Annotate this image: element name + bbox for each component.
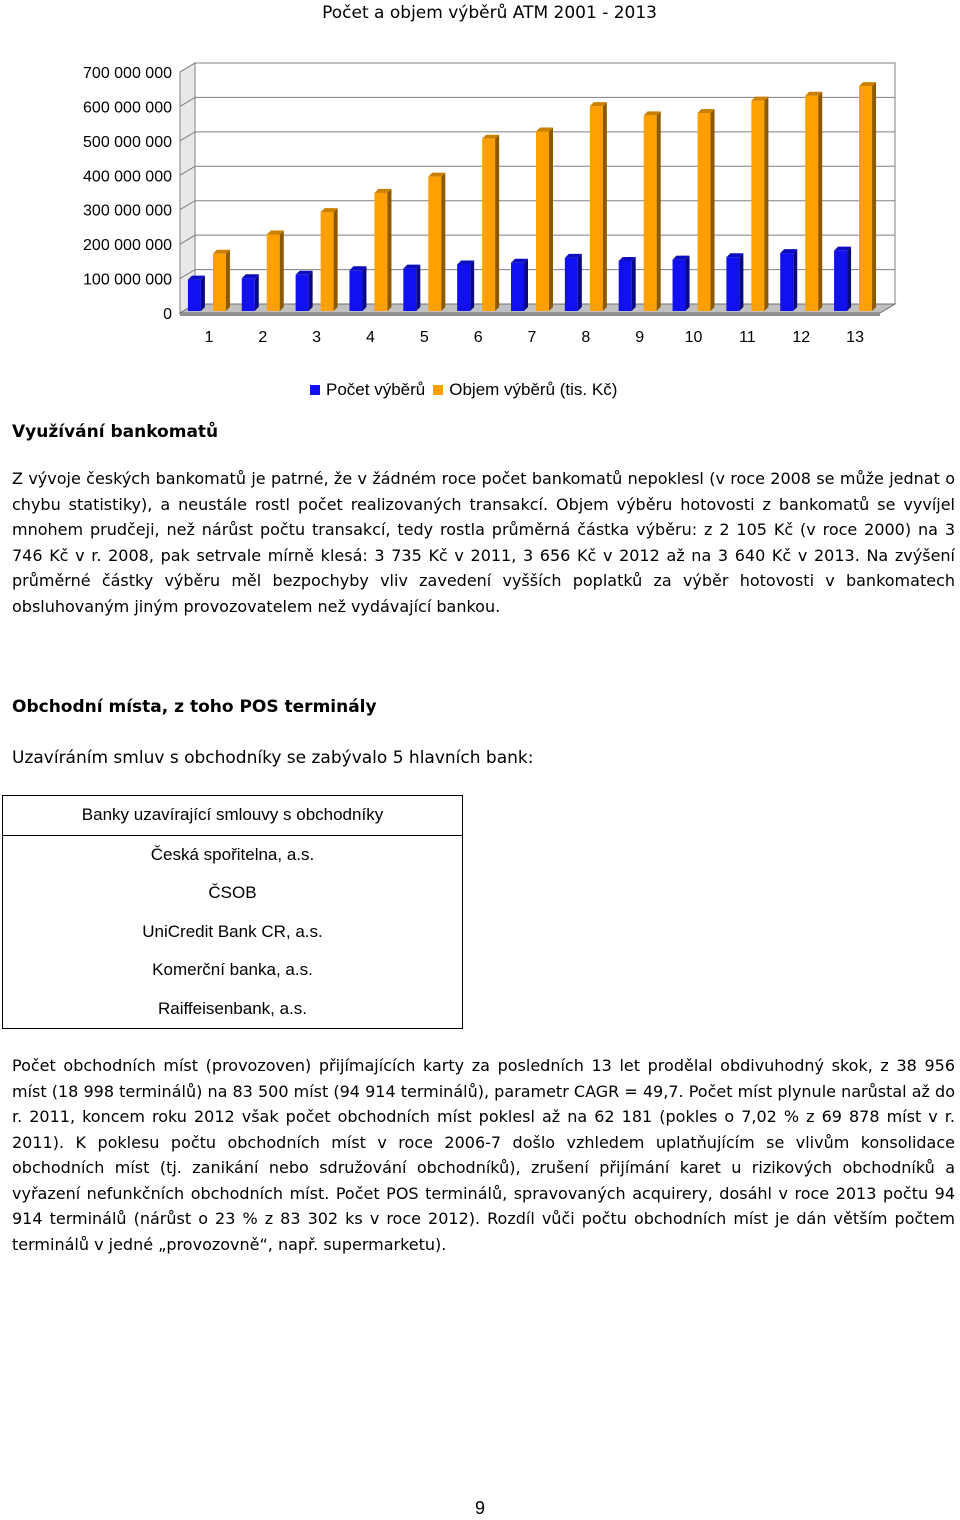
bar-volume-front (590, 106, 603, 311)
bar-volume-side (549, 128, 553, 311)
bar-count (349, 266, 366, 311)
bar-volume (482, 135, 499, 311)
bar-count-front (565, 258, 578, 311)
bar-count-front (242, 278, 255, 311)
bar-count-front (511, 263, 524, 311)
x-tick-label: 8 (581, 329, 591, 346)
bar-count (673, 256, 690, 311)
bar-count-front (673, 260, 686, 311)
bar-volume (751, 97, 768, 311)
x-tick-label: 7 (527, 329, 537, 346)
bar-volume-side (226, 250, 230, 311)
bar-count-side (578, 254, 582, 311)
bar-count-side (362, 266, 366, 311)
x-tick-label: 10 (684, 329, 703, 346)
paragraph-atm: Z vývoje českých bankomatů je patrné, že v žádném roce počet bankomatů nepoklesl (v roce 2008 se může jednat o chybu statistiky), a neustále rostl počet realizovaných transakcí. Objem výběru hotovosti z bankomatů se vyvíjel mnohem prudčeji, než nárůst počtu transakcí, tedy rostla průměrná částka výběru: z 2 105 Kč (v roce 2000) na 3 746 Kč v r. 2008, pak setrvale mírně klesá: 3 735 Kč v 2011, 3 656 Kč v 2012 až na 3 640 Kč v 2013. Na zvýšení průměrné částky výběru měl bezpochyby vliv zavedení vyšších poplatků za výběr hotovosti v bankomatech obsluhovaným jiným provozovatelem než vydávající bankou. (12, 469, 955, 616)
bar-volume-front (482, 139, 495, 311)
bar-volume (805, 92, 822, 311)
bar-volume-side (657, 111, 661, 311)
x-tick-label: 2 (258, 329, 268, 346)
bar-volume-front (644, 115, 657, 311)
x-tick-label: 11 (739, 329, 756, 346)
bar-count (242, 274, 259, 311)
table-row (3, 835, 463, 874)
bar-volume-side (603, 102, 607, 311)
bar-volume (267, 231, 284, 311)
legend-item-count (310, 378, 425, 402)
banks-intro: Uzavíráním smluv s obchodníky se zabývalo 5 hlavních bank: (12, 748, 534, 768)
bar-count-front (619, 261, 632, 311)
bar-count-front (403, 269, 416, 311)
bar-count-side (686, 256, 690, 311)
bar-volume-side (441, 173, 445, 311)
legend-label-volume: Objem výběrů (tis. Kč) (449, 380, 618, 399)
bank-name: Česká spořitelna, a.s. (3, 835, 463, 874)
page-number: 9 (474, 1498, 485, 1518)
bar-count-side (470, 260, 474, 311)
bar-volume-side (495, 135, 499, 311)
bar-count (726, 253, 743, 311)
bar-volume (213, 250, 230, 311)
table-row (3, 913, 463, 952)
bar-count-side (847, 247, 851, 311)
bar-volume-side (764, 97, 768, 311)
bar-chart (0, 50, 960, 370)
bar-count-front (188, 280, 201, 311)
bar-count-side (255, 274, 259, 311)
chart-title: Počet a objem výběrů ATM 2001 - 2013 (322, 3, 657, 23)
x-tick-label: 13 (846, 329, 864, 346)
bar-count-front (780, 253, 793, 311)
table-header-row (3, 796, 463, 836)
bar-count (834, 247, 851, 311)
x-tick-label: 12 (792, 329, 811, 346)
bar-volume-side (280, 231, 284, 311)
table-row (3, 951, 463, 990)
bar-volume-side (711, 109, 715, 311)
bar-volume-front (805, 96, 818, 311)
legend-swatch-count (310, 385, 320, 395)
x-tick-label: 3 (312, 329, 322, 346)
bar-volume-front (698, 113, 711, 311)
bar-count (188, 276, 205, 311)
chart-floor-edge (180, 313, 880, 316)
bar-volume-side (387, 189, 391, 311)
y-tick-label: 300 000 000 (83, 202, 172, 220)
bar-volume-front (859, 86, 872, 311)
x-tick-label: 4 (366, 329, 375, 346)
bar-volume (321, 208, 338, 311)
banks-table (2, 795, 463, 1029)
bar-count (403, 265, 420, 311)
y-tick-label: 100 000 000 (83, 271, 172, 289)
bar-count (565, 254, 582, 311)
section-heading-atm: Využívání bankomatů (12, 422, 219, 442)
legend-item-volume (433, 378, 617, 402)
chart-side-wall (180, 63, 195, 313)
x-tick-label: 5 (419, 329, 429, 346)
bar-volume-front (267, 235, 280, 311)
table-row (3, 990, 463, 1029)
bar-volume (374, 189, 391, 311)
bar-volume (644, 111, 661, 311)
paragraph-merchants: Počet obchodních míst (provozoven) přijímajících karty za posledních 13 let prodělal obdivuhodný skok, z 38 956 míst (18 998 terminálů) na 83 500 míst (94 914 terminálů), parametr CAGR = 49,7. Počet míst plynule narůstal až do r. 2011, koncem roku 2012 však počet obchodních míst poklesl až na 62 181 (pokles o 7,02 % z 69 878 míst v r. 2011). K poklesu počtu obchodních míst v roce 2006-7 došlo vzhledem uplatňujícím se vlivům konsolidace obchodních míst (tj. zanikání nebo sdružování obchodníků), zrušení přijímání karet u rizikových obchodníků a vyřazení nefunkčních obchodních míst. Počet POS terminálů, spravovaných acquirery, dosáhl v roce 2013 počtu 94 914 terminálů (nárůst o 23 % z 83 302 ks v roce 2012). Rozdíl vůči počtu obchodních míst je dán větším počtem terminálů v jedné „provozovně“, např. supermarketu). (12, 1056, 955, 1254)
x-tick-label: 6 (473, 329, 483, 346)
bar-volume (536, 128, 553, 311)
bar-count-front (296, 275, 309, 311)
x-tick-label: 9 (635, 329, 645, 346)
section-heading-merchants: Obchodní místa, z toho POS terminály (12, 697, 377, 717)
bank-name: Raiffeisenbank, a.s. (3, 990, 463, 1029)
y-tick-label: 400 000 000 (83, 168, 172, 186)
y-tick-label: 0 (163, 306, 172, 323)
y-tick-label: 600 000 000 (83, 99, 172, 117)
table-header: Banky uzavírající smlouvy s obchodníky (3, 796, 463, 836)
y-tick-label: 200 000 000 (83, 237, 172, 255)
bar-volume-front (751, 101, 764, 311)
bar-volume-front (213, 254, 226, 311)
bar-count-front (457, 264, 470, 311)
bar-count-side (201, 276, 205, 311)
bar-volume-front (428, 177, 441, 311)
bar-volume (859, 82, 876, 311)
legend-swatch-volume (433, 385, 443, 395)
bar-count (619, 257, 636, 311)
chart-legend (310, 378, 625, 402)
x-tick-label: 1 (204, 329, 214, 346)
bank-name: Komerční banka, a.s. (3, 951, 463, 990)
bar-volume-front (321, 212, 334, 311)
bar-count-front (349, 270, 362, 311)
bar-volume (698, 109, 715, 311)
y-tick-label: 500 000 000 (83, 133, 172, 151)
bar-volume-side (818, 92, 822, 311)
bar-count (780, 249, 797, 311)
bar-count-front (834, 251, 847, 311)
table-row (3, 874, 463, 913)
bar-volume-side (872, 82, 876, 311)
bar-count (511, 259, 528, 311)
bar-count-side (416, 265, 420, 311)
bar-count (296, 271, 313, 311)
bar-count-side (524, 259, 528, 311)
bar-volume-front (536, 132, 549, 311)
bar-volume (590, 102, 607, 311)
bank-name: ČSOB (3, 874, 463, 913)
legend-label-count: Počet výběrů (326, 380, 426, 399)
y-tick-label: 700 000 000 (83, 65, 172, 82)
bar-volume (428, 173, 445, 311)
bar-count-side (739, 253, 743, 311)
bar-count-front (726, 257, 739, 311)
bar-count (457, 260, 474, 311)
bar-count-side (793, 249, 797, 311)
bank-name: UniCredit Bank CR, a.s. (3, 913, 463, 952)
bar-volume-front (374, 193, 387, 311)
bar-count-side (632, 257, 636, 311)
bar-volume-side (334, 208, 338, 311)
bar-count-side (309, 271, 313, 311)
